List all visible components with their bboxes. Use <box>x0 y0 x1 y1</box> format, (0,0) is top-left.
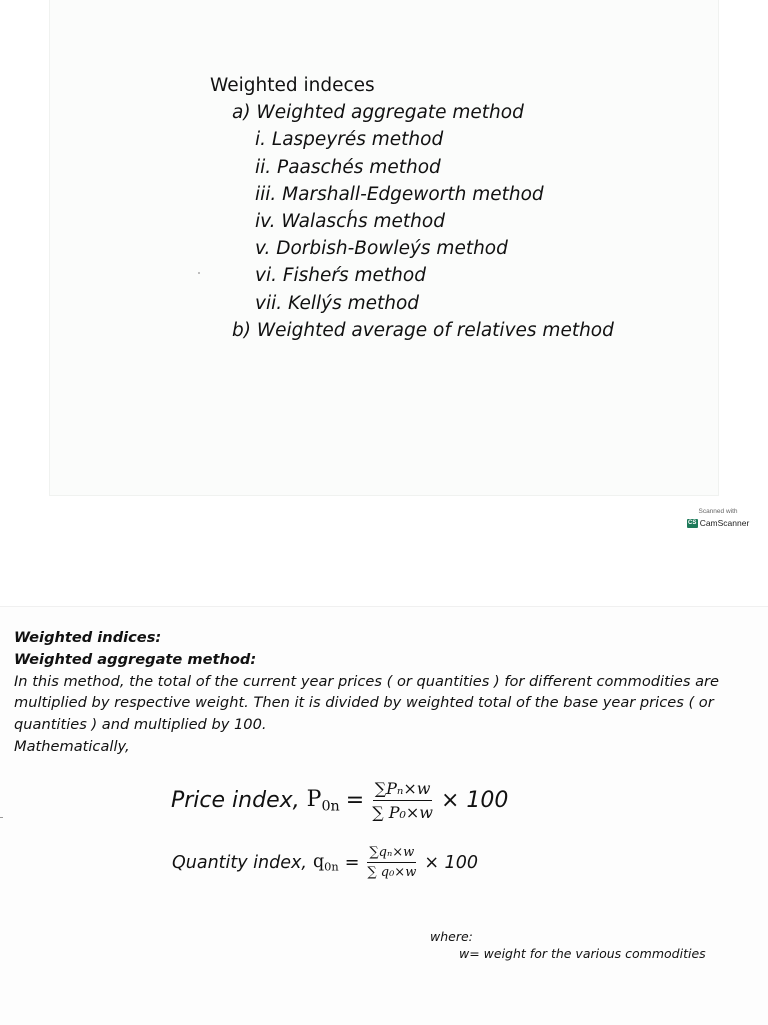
price-denominator: ∑ P₀×w <box>372 803 433 822</box>
method-item: vii. Kellýs method <box>255 292 420 314</box>
scan-speck <box>198 272 200 274</box>
quantity-index-formula <box>172 845 478 880</box>
quantity-index-label: Quantity index, <box>172 852 307 873</box>
quantity-numerator: ∑qₙ×w <box>367 845 416 863</box>
quantity-index-subscript: 0n <box>324 859 339 874</box>
method-item: iii. Marshall-Edgeworth method <box>255 183 544 205</box>
paragraph-line: quantities ) and multiplied by 100. <box>14 716 267 734</box>
methods-outline <box>210 72 614 344</box>
mathematically-label: Mathematically, <box>14 737 130 755</box>
section-b-heading: b) Weighted average of relatives method <box>232 319 614 341</box>
outline-title: Weighted indeces <box>210 75 375 96</box>
method-item: v. Dorbish-Bowleýs method <box>255 238 508 260</box>
notes-page <box>0 606 768 1025</box>
watermark-caption: Scanned with <box>698 508 738 515</box>
quantity-denominator: ∑ q₀×w <box>367 865 417 880</box>
where-label: where: <box>430 929 473 944</box>
price-index-symbol-group <box>307 787 340 814</box>
camscanner-logo-icon: CS <box>688 520 697 526</box>
price-index-subscript: 0n <box>321 798 340 815</box>
quantity-index-symbol: q <box>312 851 325 872</box>
quantity-equals: = <box>344 852 360 873</box>
method-item: i. Laspeyrés method <box>255 129 444 151</box>
watermark-brand: CamScanner <box>699 518 750 528</box>
quantity-index-symbol-group <box>313 852 339 873</box>
method-item: ii. Paaschés method <box>255 156 441 178</box>
paragraph-line: In this method, the total of the current year prices ( or quantities ) for different commodities are <box>14 672 719 690</box>
notes-text <box>14 627 768 758</box>
weight-definition: w= weight for the various commodities <box>459 946 706 961</box>
quantity-fraction <box>365 845 418 880</box>
method-item: vi. Fisheŕs method <box>255 265 426 287</box>
price-equals: = <box>345 788 365 813</box>
scan-edge-mark <box>0 817 3 818</box>
price-index-label: Price index, <box>171 788 300 813</box>
heading-weighted-indices: Weighted indices: <box>14 629 162 646</box>
price-numerator: ∑Pₙ×w <box>373 779 433 801</box>
price-multiplier: × 100 <box>440 788 509 813</box>
price-index-formula <box>171 779 508 822</box>
method-item: iv. Walasch́s method <box>255 211 445 233</box>
camscanner-watermark <box>681 508 755 534</box>
heading-aggregate-method: Weighted aggregate method: <box>14 650 257 668</box>
quantity-multiplier: × 100 <box>424 852 478 873</box>
paragraph-line: multiplied by respective weight. Then it is divided by weighted total of the base year prices ( or <box>14 694 714 712</box>
price-index-symbol: P <box>306 786 322 812</box>
price-fraction <box>370 779 435 822</box>
section-a-heading: a) Weighted aggregate method <box>232 102 524 124</box>
watermark-brand-row <box>681 518 755 528</box>
